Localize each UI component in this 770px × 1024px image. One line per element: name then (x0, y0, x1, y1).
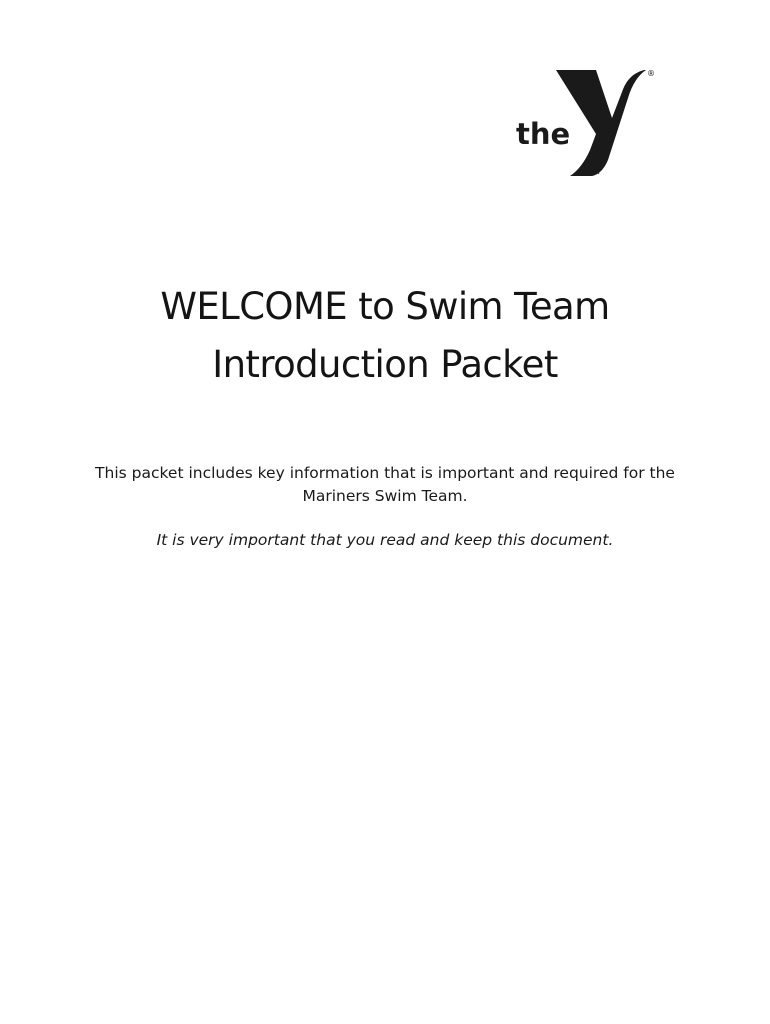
title-line-1: WELCOME to Swim Team (160, 285, 610, 328)
intro-paragraph (30, 462, 740, 508)
intro-line-1: This packet includes key information that is important and required for the (95, 464, 675, 482)
intro-line-2: Mariners Swim Team. (302, 487, 468, 505)
ymca-logo (512, 64, 662, 182)
ymca-y-logo-icon (512, 64, 662, 182)
logo-ymca-text: YMCA (591, 152, 611, 177)
title-line-2: Introduction Packet (212, 343, 558, 386)
important-note: It is very important that you read and keep this document. (156, 531, 614, 549)
registered-mark: ® (647, 69, 655, 78)
page-title (0, 278, 770, 394)
logo-the-text: the (516, 117, 571, 151)
